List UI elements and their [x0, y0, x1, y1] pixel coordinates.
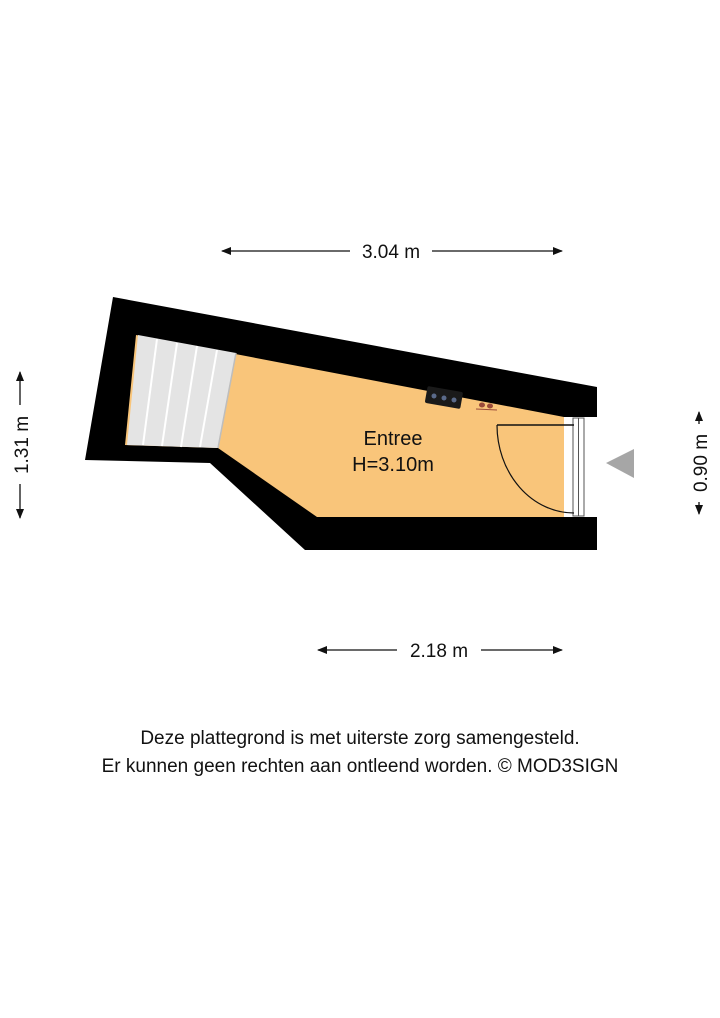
- room-name: Entree: [363, 428, 423, 450]
- disclaimer-line-2: Er kunnen geen rechten aan ontleend worden. © MOD3SIGN: [101, 756, 619, 777]
- dimension-bottom: [318, 641, 562, 662]
- dimension-left-label: 1.31 m: [12, 415, 33, 475]
- dimension-bottom-label: 2.18 m: [409, 641, 469, 662]
- room-height: H=3.10m: [352, 454, 434, 476]
- dimension-top: [222, 242, 562, 263]
- dimension-right-label: 0.90 m: [691, 433, 712, 493]
- triangle-left-icon: [606, 449, 634, 478]
- door-frame: [573, 418, 584, 516]
- stairs: [127, 335, 236, 448]
- dimension-top-label: 3.04 m: [361, 242, 421, 263]
- dimension-right: [691, 412, 712, 514]
- disclaimer-line-1: Deze plattegrond is met uiterste zorg samengesteld.: [140, 728, 580, 749]
- dimension-left: [12, 372, 33, 518]
